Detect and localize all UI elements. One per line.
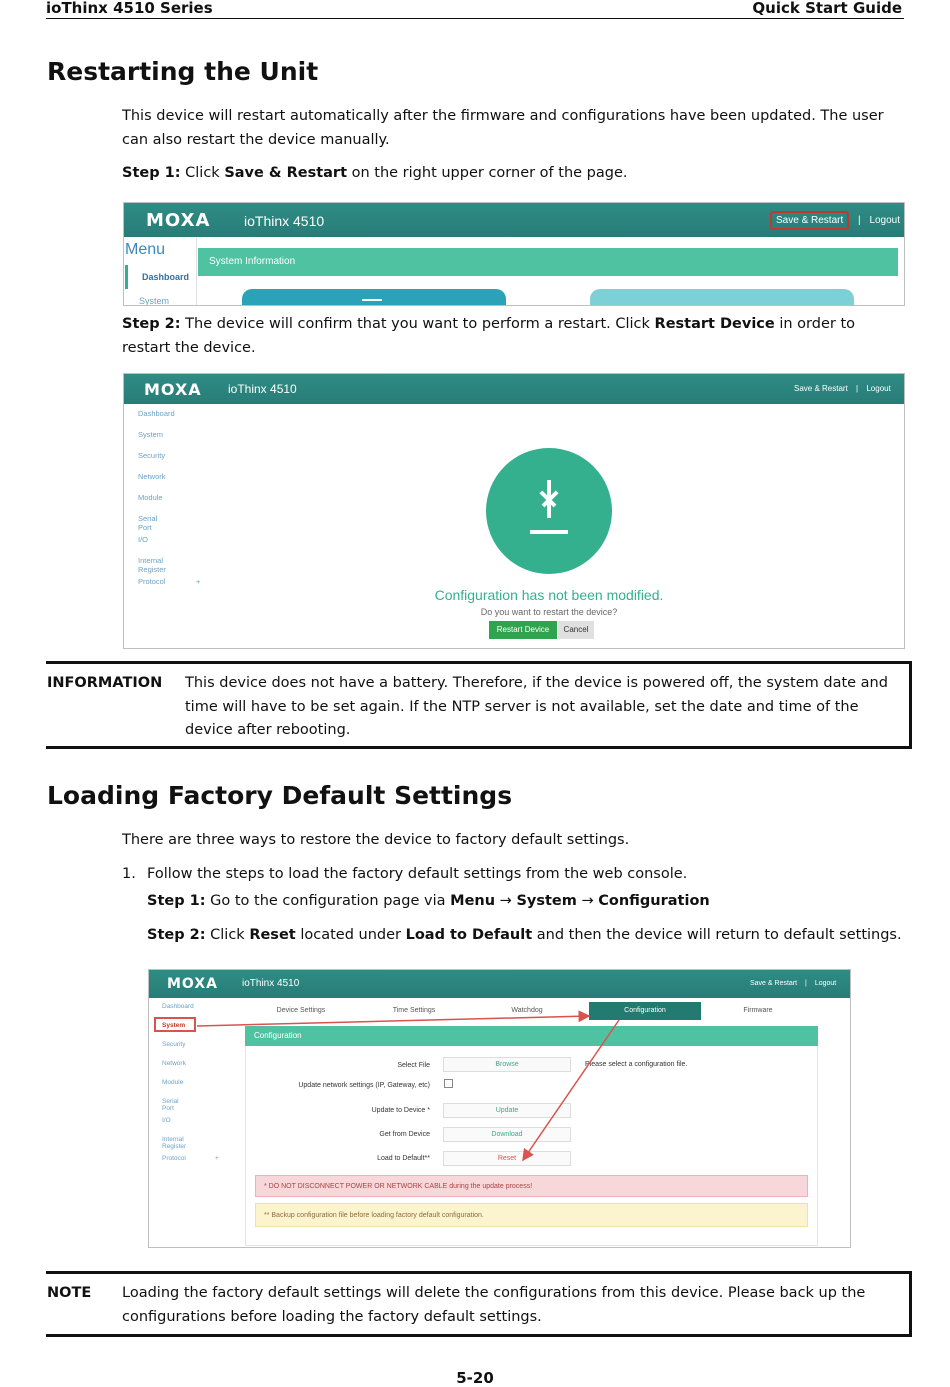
form-label: Update to Device * [371,1107,430,1114]
cancel-button[interactable]: Cancel [558,621,594,639]
update-button[interactable]: Update [443,1103,571,1118]
info-card [590,289,854,306]
list-text: Follow the steps to load the factory default settings from the web console. [147,866,688,882]
sidebar-item-internal-register[interactable]: Internal Register [162,1136,187,1150]
link-separator: | [805,980,807,987]
step-label: Step 1: [147,893,206,909]
section-title-restart: Restarting the Unit [47,57,319,86]
link-separator: | [856,384,859,393]
screenshot-save-restart [123,202,905,306]
step-label: Step 1: [122,165,181,181]
warning-backup-text: ** Backup configuration file before loading factory default configuration. [264,1212,484,1219]
factory-intro: There are three ways to restore the device to factory default settings. [122,832,630,848]
step-text: located under [295,927,406,943]
form-label: Get from Device [379,1131,430,1138]
tab-configuration[interactable]: Configuration [589,1002,701,1020]
model-name: ioThinx 4510 [228,382,297,396]
step-text: The device will confirm that you want to perform a restart. Click [180,316,655,332]
warning-power-text: * DO NOT DISCONNECT POWER OR NETWORK CABLE during the update process! [264,1183,533,1190]
arrow-to-configuration-tab [197,1016,589,1026]
restart-step1 [122,162,907,186]
sidebar-item-protocol[interactable]: Protocol [162,1155,186,1162]
restart-device-button[interactable]: Restart Device [489,621,557,639]
moxa-logo: MOXA [167,976,218,992]
restart-question: Do you want to restart the device? [480,607,618,617]
save-restart-button[interactable]: Save & Restart [750,980,798,987]
sidebar [124,237,197,306]
logout-link[interactable]: Logout [866,384,891,393]
factory-step2 [147,924,907,948]
step-text: Click [205,927,250,943]
model-name: ioThinx 4510 [244,213,325,229]
download-button[interactable]: Download [443,1127,571,1142]
expand-plus-icon[interactable]: + [196,577,201,586]
sidebar-item-system[interactable]: System [139,296,170,306]
active-indicator [125,265,128,289]
save-restart-button[interactable]: Save & Restart [794,384,848,393]
save-restart-ref: Save & Restart [224,165,347,181]
sidebar-item-i-o[interactable]: I/O [138,535,149,544]
form-label: Select File [397,1062,430,1069]
form-label: Update network settings (IP, Gateway, etc) [298,1082,430,1089]
expand-plus-icon[interactable]: + [215,1155,219,1162]
information-text: This device does not have a battery. Therefore, if the device is powered off, the system date and time will have to be set again. If the NTP server is not available, set the date and time of the device after rebooting. [185,675,888,738]
reset-ref: Reset [249,927,296,943]
step-label: Step 2: [147,927,206,943]
info-card [242,289,506,306]
restart-step2 [122,313,907,360]
sidebar-item-system[interactable]: System [162,1022,186,1029]
top-bar [124,374,904,404]
annotation-arrows [149,970,851,1248]
logout-link[interactable]: Logout [814,980,837,987]
sidebar-item-module[interactable]: Module [138,493,163,502]
form-label: Load to Default** [377,1155,430,1162]
arrow-glyph: → [576,893,599,909]
step-text: on the right upper corner of the page. [347,165,628,181]
screenshot-configuration [148,969,851,1248]
sidebar-item-network[interactable]: Network [138,472,166,481]
running-header [46,0,904,19]
moxa-logo: MOXA [146,210,211,231]
note-box [46,1271,912,1337]
information-box [46,661,912,749]
status-message: Configuration has not been modified. [434,587,664,603]
arrow-to-reset-button [523,1020,619,1160]
step-text: Go to the configuration page via [205,893,451,909]
sidebar-item-serial-port[interactable]: Serial Port [138,514,158,532]
step-text: Click [180,165,225,181]
panel-title: Configuration [254,1031,302,1040]
top-bar [124,203,904,237]
arrow-glyph: → [495,893,517,909]
logout-link[interactable]: Logout [869,215,901,226]
menu-ref: Menu [450,893,496,909]
configuration-ref: Configuration [598,893,710,909]
sidebar-item-network[interactable]: Network [162,1060,186,1067]
list-item [122,863,907,887]
sidebar-item-dashboard[interactable]: Dashboard [142,272,190,282]
download-icon [486,448,612,574]
step-text: and then the device will return to default settings. [532,927,902,943]
screenshot-restart-confirm [123,373,905,649]
header-guide: Quick Start Guide [752,0,902,17]
panel-title: System Information [209,256,296,267]
step-label: Step 2: [122,316,181,332]
sidebar-item-system[interactable]: System [138,430,164,439]
tab-time-settings[interactable]: Time Settings [392,1007,436,1014]
panel-header [198,248,898,276]
model-name: ioThinx 4510 [242,978,300,989]
moxa-logo: MOXA [144,380,202,399]
sidebar-item-security[interactable]: Security [138,451,166,460]
load-to-default-ref: Load to Default [405,927,533,943]
browse-button[interactable]: Browse [443,1057,571,1072]
sidebar-item-dashboard[interactable]: Dashboard [162,1003,194,1010]
file-hint: Please select a configuration file. [585,1061,688,1068]
arrow-base [530,530,568,534]
system-ref: System [516,893,577,909]
sidebar-item-serial-port[interactable]: Serial Port [162,1098,179,1112]
information-label: INFORMATION [47,675,163,691]
sidebar-item-security[interactable]: Security [162,1041,186,1048]
header-product: ioThinx 4510 Series [46,0,213,17]
top-links [770,211,900,230]
save-restart-button[interactable]: Save & Restart [770,211,849,230]
page-number: 5-20 [456,1369,494,1387]
tab-watchdog[interactable]: Watchdog [511,1007,543,1014]
restart-intro: This device will restart automatically after the firmware and configurations have been updated. The user can also restart the device manually. [122,108,884,148]
top-links [794,384,891,393]
section-title-factory-default: Loading Factory Default Settings [47,781,513,810]
list-number: 1. [122,866,136,882]
sidebar-item-internal-register[interactable]: Internal Register [138,556,166,574]
step-text: in order to restart the device. [122,316,856,356]
tab-firmware[interactable]: Firmware [743,1007,773,1014]
link-separator: | [858,215,861,226]
sidebar-item-protocol[interactable]: Protocol [138,577,166,586]
tab-device-settings[interactable]: Device Settings [276,1007,326,1014]
sidebar-item-module[interactable]: Module [162,1079,184,1086]
sidebar-item-i-o[interactable]: I/O [162,1117,171,1124]
reset-button[interactable]: Reset [443,1151,571,1166]
factory-step1 [147,890,907,914]
menu-title: Menu [125,241,166,258]
sidebar-item-dashboard[interactable]: Dashboard [138,409,175,418]
note-label: NOTE [47,1285,92,1301]
card-icon [362,299,382,301]
restart-device-ref: Restart Device [654,316,775,332]
note-text: Loading the factory default settings will delete the configurations from this device. Please back up the configurations before loading the factory default settings. [122,1285,866,1325]
